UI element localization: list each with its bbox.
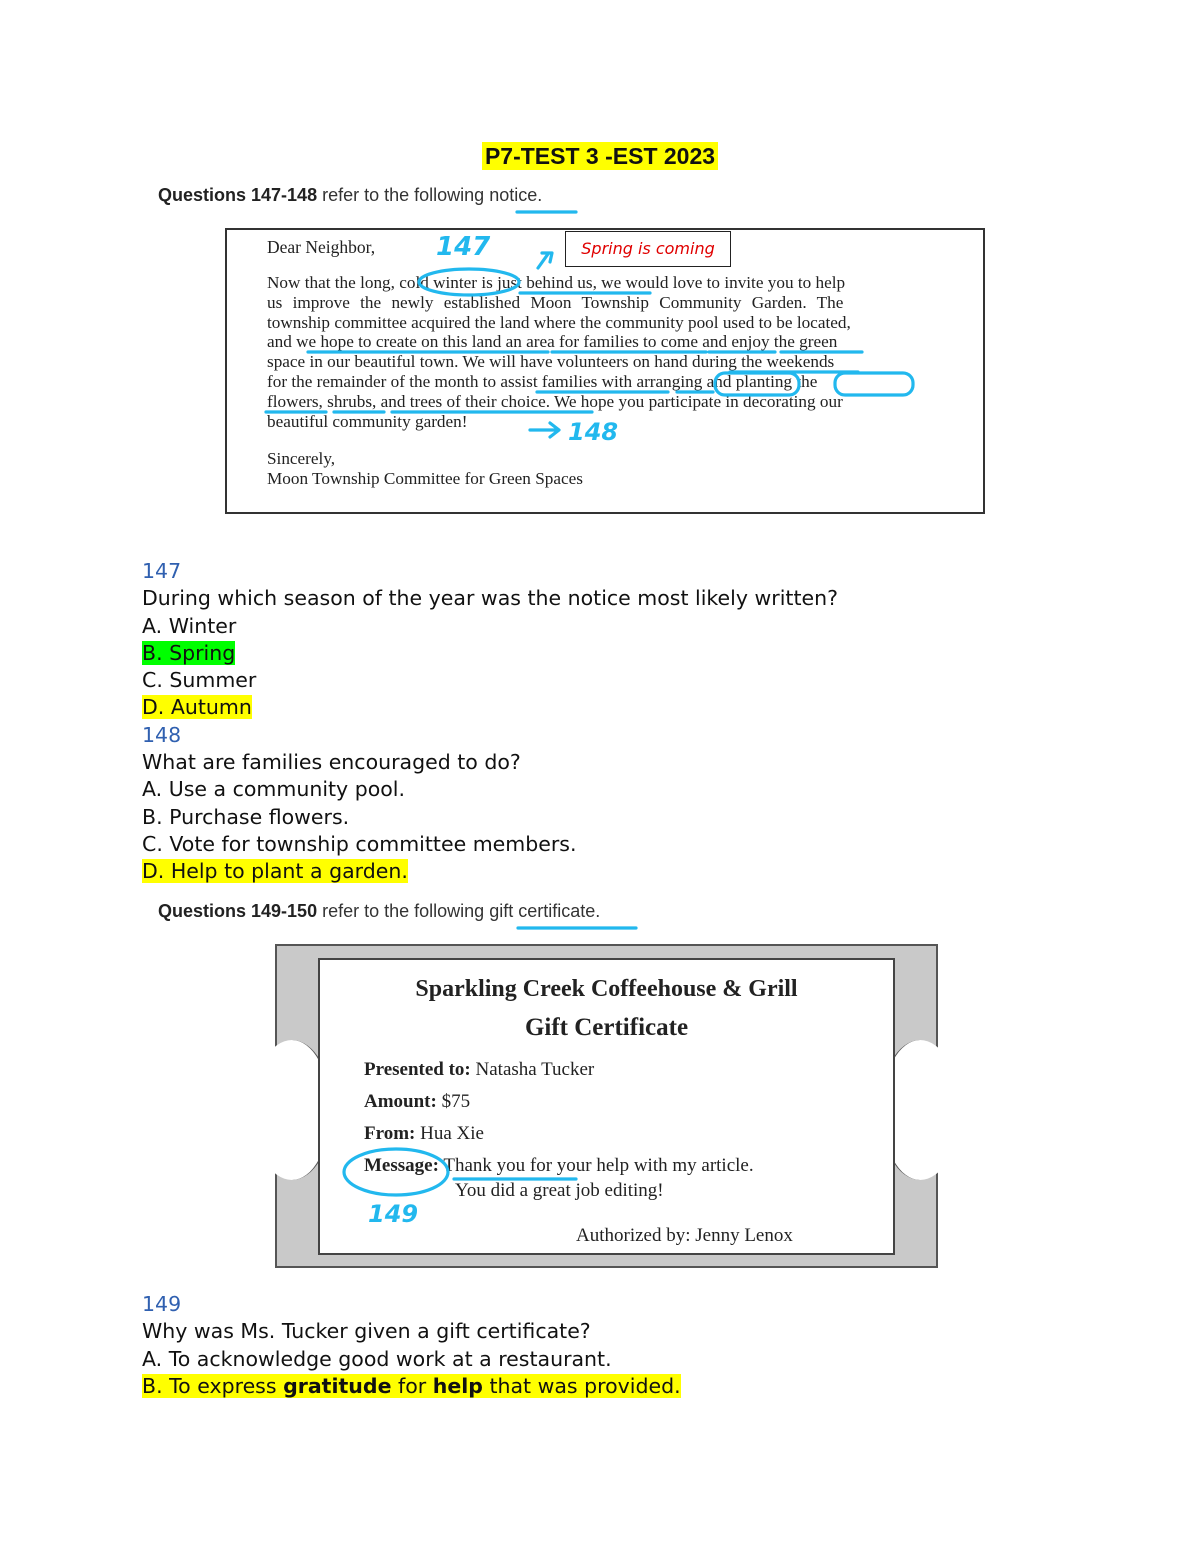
message-line1: Thank you for your help with my article. [443, 1155, 754, 1176]
option-c: C. Vote for township committee members. [142, 831, 577, 856]
option-d: D. Autumn [142, 695, 252, 720]
circle-cold-winter [419, 269, 519, 295]
notice-line: and we hope to create on this land an area for families to come and enjoy the green [267, 332, 838, 352]
answer-option [142, 1346, 681, 1373]
question-text: Why was Ms. Tucker given a gift certificate? [142, 1319, 591, 1344]
option-b-part: B. To express [142, 1373, 284, 1398]
question-number: 149 [142, 1292, 182, 1316]
notice-line: for the remainder of the month to assist families with arranging and planting the [267, 371, 818, 391]
section-header-last: gift certificate. [489, 901, 601, 921]
message-label: Message: [364, 1155, 439, 1176]
section-header-bold: Questions 149-150 [158, 901, 318, 921]
annotation-callout: Spring is coming [565, 231, 731, 267]
from-value: Hua Xie [420, 1123, 484, 1144]
option-d-correct: D. Help to plant a garden. [142, 859, 408, 884]
notice-line: us improve the newly established Moon Township Community Garden. The [267, 292, 844, 312]
question-block-149 [142, 1291, 681, 1400]
answer-option [142, 613, 838, 640]
presented-label: Presented to: [364, 1059, 471, 1080]
option-a: A. Winter [142, 613, 237, 638]
arrow-icon [538, 253, 552, 268]
answer-option [142, 667, 838, 694]
notice-line: Now that the long, cold winter is just behind us, we would love to invite you to help [267, 273, 846, 292]
option-b-keyword: help [432, 1373, 483, 1398]
answer-option [142, 776, 838, 803]
certificate-annotations-svg [0, 900, 1200, 1240]
option-b-keyword: gratitude [283, 1373, 392, 1398]
option-c: C. Summer [142, 668, 257, 693]
option-b-correct: B. Spring [142, 640, 236, 665]
option-b-correct [142, 1374, 681, 1398]
mark-149-label: 149 [368, 1200, 419, 1228]
section-header-bold: Questions 147-148 [158, 185, 318, 205]
mark-147-label: 147 [436, 232, 491, 262]
answer-option [142, 640, 838, 667]
notice-line: flowers, shrubs, and trees of their choice. We hope you participate in decorating our [267, 391, 843, 411]
notice-line: space in our beautiful town. We will have volunteers on hand during the weekends [267, 352, 835, 372]
notice-closing: Sincerely, [267, 449, 336, 468]
notice-line: beautiful community garden! [267, 411, 468, 431]
question-number: 147 [142, 559, 182, 583]
option-b: B. Purchase flowers. [142, 804, 350, 829]
section-header-rest: refer to the following [322, 901, 485, 921]
notice-line: township committee acquired the land where the community pool used to be located, [267, 312, 851, 332]
mark-148-label: 148 [568, 418, 619, 446]
circle-message-label [344, 1149, 448, 1195]
notice-signature: Moon Township Committee for Green Spaces [267, 469, 583, 488]
certificate-heading: Gift Certificate [524, 1014, 689, 1041]
answer-option [142, 1373, 681, 1400]
answer-option [142, 804, 838, 831]
certificate-business: Sparkling Creek Coffeehouse & Grill [415, 976, 798, 1002]
amount-label: Amount: [364, 1091, 437, 1112]
option-a: A. To acknowledge good work at a restaurant. [142, 1346, 612, 1371]
notice-annotations-svg [0, 0, 1200, 560]
question-text: During which season of the year was the notice most likely written? [142, 586, 838, 611]
option-a: A. Use a community pool. [142, 777, 406, 802]
certificate-authorized: Authorized by: Jenny Lenox [576, 1225, 793, 1246]
circle-arranging [715, 373, 799, 395]
answer-option [142, 858, 838, 885]
message-line2: You did a great job editing! [455, 1180, 664, 1201]
circle-planting [835, 373, 913, 395]
presented-value: Natasha Tucker [475, 1059, 595, 1080]
section-header-last: notice. [489, 185, 543, 205]
answer-option [142, 694, 838, 721]
section-header-rest: refer to the following [322, 185, 485, 205]
notice-greeting: Dear Neighbor, [267, 237, 376, 257]
from-label: From: [364, 1123, 416, 1144]
title-text: P7-TEST 3 -EST 2023 [482, 142, 718, 170]
option-b-part: for [391, 1373, 433, 1398]
question-number: 148 [142, 722, 182, 747]
option-b-part: that was provided. [482, 1373, 681, 1398]
question-text: What are families encouraged to do? [142, 750, 521, 775]
amount-value: $75 [441, 1091, 471, 1112]
arrow-148-icon [530, 423, 559, 437]
answer-option [142, 831, 838, 858]
question-block-147-148 [142, 558, 838, 886]
